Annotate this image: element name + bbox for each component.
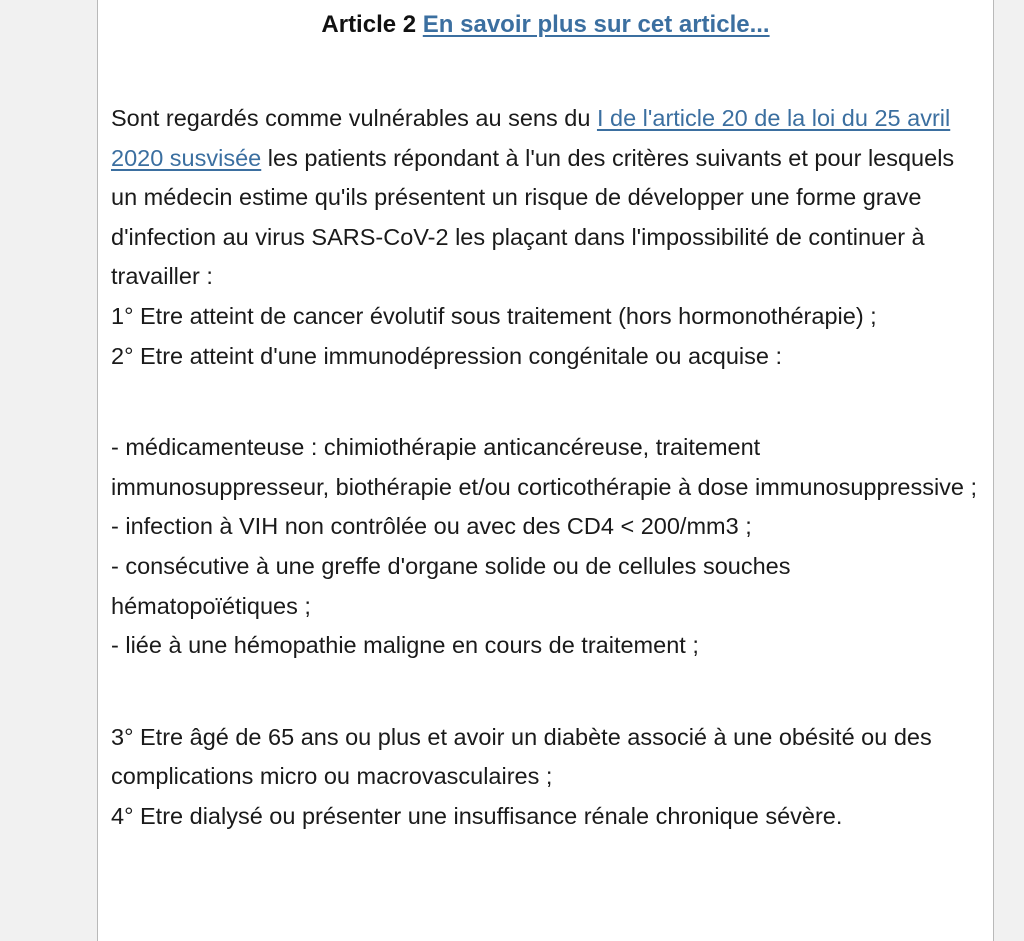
article-page — [97, 0, 994, 941]
intro-text-before: Sont regardés comme vulnérables au sens du — [111, 105, 597, 131]
sub-item-vih: - infection à VIH non contrôlée ou avec des CD4 < 200/mm3 ; — [111, 513, 752, 540]
criterion-3: 3° Etre âgé de 65 ans ou plus et avoir un diabète associé à une obésité ou des complications micro ou macrovasculaires ; — [111, 723, 932, 790]
spacer — [111, 376, 983, 428]
criterion-2: 2° Etre atteint d'une immunodépression congénitale ou acquise : — [111, 342, 783, 369]
sub-item-hemopathie: - liée à une hémopathie maligne en cours de traitement ; — [111, 632, 699, 659]
sub-item-greffe: - consécutive à une greffe d'organe solide ou de cellules souches hématopoïétiques ; — [111, 552, 791, 619]
sub-item-medicamenteuse: - médicamenteuse : chimiothérapie anticancéreuse, traitement immunosuppresseur, biothérapie et/ou corticothérapie à dose immunosuppressive ; — [111, 434, 978, 500]
article-body — [111, 99, 983, 837]
criterion-4: 4° Etre dialysé ou présenter une insuffisance rénale chronique sévère. — [111, 802, 843, 829]
intro-paragraph — [111, 99, 983, 297]
more-about-article-link[interactable]: En savoir plus sur cet article... — [422, 11, 770, 38]
intro-text-after: les patients répondant à l'un des critères suivants et pour lesquels un médecin estime qu'ils présentent un risque de développer une forme grave d'infection au virus SARS-CoV-2 les plaçant dans l'impossibilité de continuer à travailler : — [111, 144, 955, 290]
law-reference-link[interactable]: I de l'article 20 de la loi du 25 avril 2020 susvisée — [111, 105, 951, 171]
criterion-1: 1° Etre atteint de cancer évolutif sous traitement (hors hormonothérapie) ; — [111, 302, 877, 329]
article-title: Article 2 — [321, 11, 417, 38]
spacer — [111, 666, 983, 718]
article-header — [98, 8, 993, 42]
